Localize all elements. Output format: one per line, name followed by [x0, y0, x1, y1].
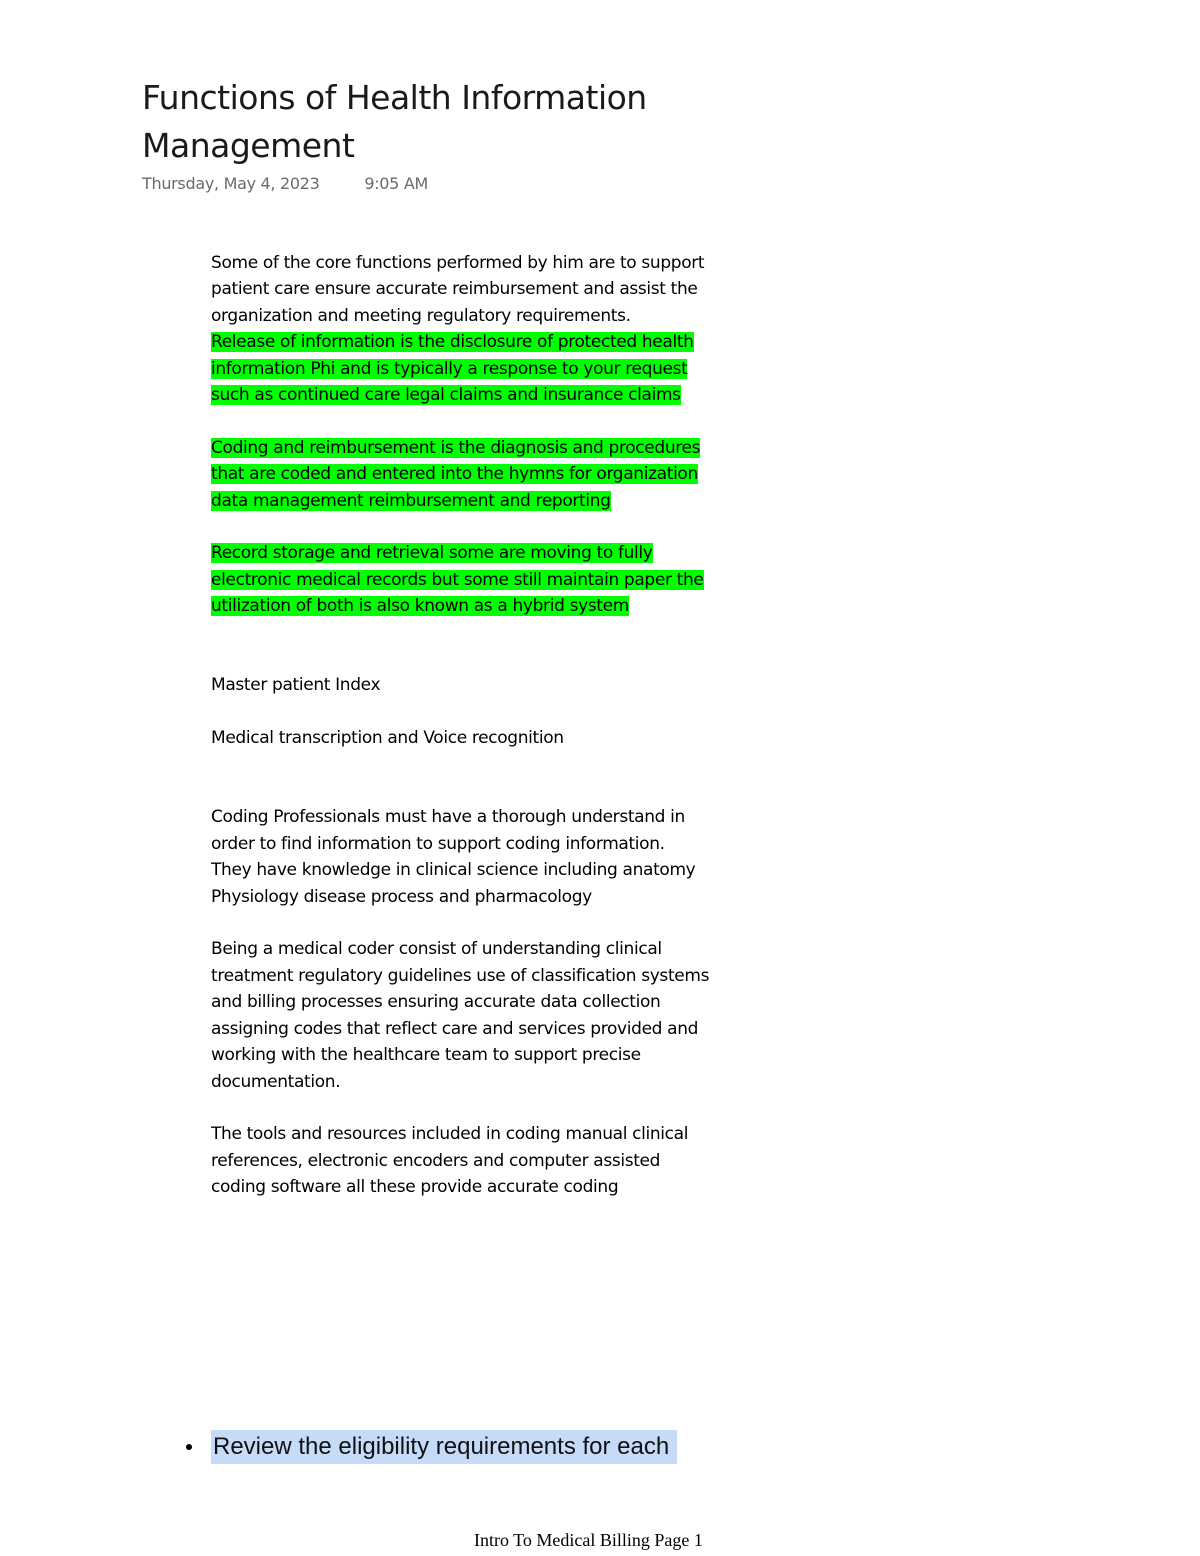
page-time: 9:05 AM	[364, 174, 428, 193]
highlighted-text: Coding and reimbursement is the diagnosis and procedures that are coded and entered into the hymns for organization data management reimbursement and reporting	[211, 437, 701, 511]
note-body	[211, 250, 711, 1201]
page-title: Functions of Health Information Management	[142, 78, 647, 165]
paragraph-intro: Some of the core functions performed by him are to support patient care ensure accurate reimbursement and assist the organization and meeting regulatory requirements.	[211, 253, 705, 326]
paragraph-master-patient-index: Master patient Index	[211, 675, 381, 696]
page-meta	[142, 174, 428, 193]
page-date: Thursday, May 4, 2023	[142, 174, 320, 193]
bullet-list-item	[186, 1430, 677, 1464]
paragraph-clinical-knowledge: They have knowledge in clinical science including anatomy Physiology disease process and pharmacology	[211, 860, 696, 907]
paragraph-release-of-information	[211, 329, 711, 408]
paragraph-medical-transcription: Medical transcription and Voice recognition	[211, 728, 564, 749]
bullet-icon	[186, 1444, 192, 1450]
paragraph-coding-reimbursement	[211, 435, 711, 514]
highlighted-text: Release of information is the disclosure of protected health information Phi and is typically a response to your request such as continued care legal claims and insurance claims	[211, 332, 694, 406]
paragraph-medical-coder: Being a medical coder consist of understanding clinical treatment regulatory guidelines use of classification systems and billing processes ensuring accurate data collection assigning codes that reflect care and services provided and working with the healthcare team to support precise documentation.	[211, 939, 710, 1092]
paragraph-coding-professionals: Coding Professionals must have a thorough understand in order to find information to support coding information.	[211, 807, 685, 854]
paragraph-tools-resources: The tools and resources included in coding manual clinical references, electronic encoders and computer assisted coding software all these provide accurate coding	[211, 1124, 689, 1198]
highlighted-text: Record storage and retrieval some are moving to fully electronic medical records but some still maintain paper the utilization of both is also known as a hybrid system	[211, 543, 704, 617]
page-footer: Intro To Medical Billing Page 1	[474, 1530, 703, 1550]
paragraph-record-storage	[211, 540, 711, 619]
bullet-text: Review the eligibility requirements for each	[211, 1430, 677, 1464]
